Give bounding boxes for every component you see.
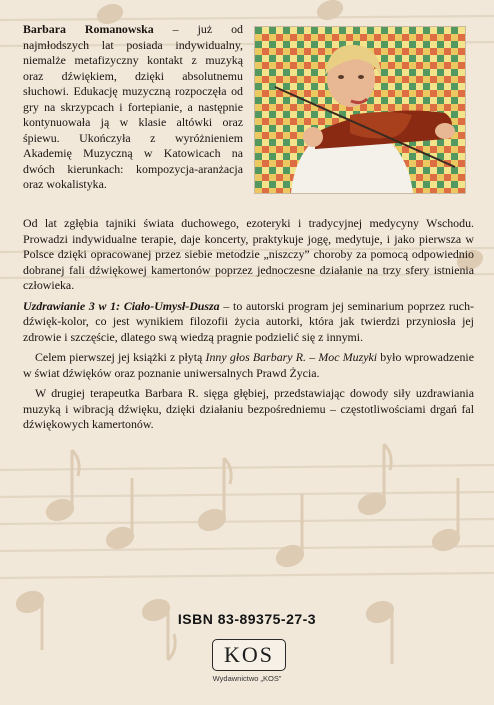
bio-paragraph-5: W drugiej terapeutka Barbara R. sięga głębiej, przedstawiając dowody siły uzdrawiania muzyką i wibracją dźwięku, dzięki działaniu bezpośredniemu – częstotliwościami drgań fal dźwiękowych kamertonów. (23, 386, 474, 431)
program-description: – to autorski program jej seminarium poprzez ruch-dźwięk-kolor, co jest wynikiem filozofii życia autorki, która jak twierdzi przyniosła jej zdrowie i szczęście, dlatego swą wiedzą pragnie podzielić się z innymi. (23, 298, 474, 344)
bio-paragraph-2: Od lat zgłębia tajniki świata duchowego, ezoteryki i tradycyjnej medycyny Wschodu. Prowadzi indywidualne terapie, daje koncerty, praktykuje jogę, medytuje, i jako pierwsza w Polsce dzięki opracowanej przez siebie metodzie „niszczy” choroby za pomocą odpowiednio dobranej fali dźwiękowej kamertonów poprzez jednoczesne działanie na trzy sfery istnienia człowieka. (23, 216, 474, 292)
logo-text: KOS (223, 642, 274, 667)
program-title: Uzdrawianie 3 w 1: Ciało-Umysł-Dusza (23, 298, 220, 313)
publisher-name: Wydawnictwo „KOS” (212, 674, 282, 683)
isbn-number: ISBN 83-89375-27-3 (177, 611, 317, 627)
book-title: Inny głos Barbary R. – Moc Muzyki (205, 350, 378, 364)
paragraph-4-tail: było wprowadzenie w świat dźwięków oraz poznanie uniwersalnych Prawd Życia. (23, 350, 474, 380)
author-photo (254, 26, 466, 194)
bio-paragraph-4 (23, 350, 474, 381)
paragraph-4-lead: Celem pierwszej jej książki z płytą (35, 350, 206, 364)
intro-text: – już od najmłodszych lat posiada indywidualny, niemalże metafizyczny kontakt z muzyką oraz dźwiękiem, dzięki absolutnemu słuchowi. Edukację muzyczną rozpoczęła od gry na skrzypcach i fortepianie, a następnie kontynuowała ją w klasie altówki oraz śpiewu. Ukończyła z wyróżnieniem Akademię Muzyczną w Katowicach na dwóch kierunkach: kompozycja-aranżacja oraz wokalistyka. (23, 22, 244, 191)
bio-paragraph-3 (23, 299, 474, 346)
author-bio (23, 22, 474, 438)
publisher-logo (212, 639, 286, 671)
author-name: Barbara Romanowska (23, 22, 154, 36)
intro-paragraph (23, 22, 243, 193)
